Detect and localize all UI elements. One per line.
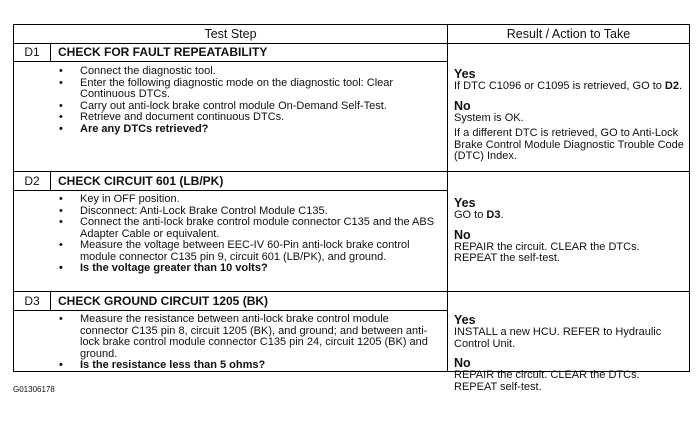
step-id: D1	[14, 43, 51, 61]
yes-label: Yes	[454, 196, 476, 210]
no-label: No	[454, 98, 471, 113]
no-action: REPAIR the circuit. CLEAR the DTCs. REPEAT self-test.	[454, 369, 640, 393]
no-action: REPAIR the circuit. CLEAR the DTCs. REPEAT the self-test.	[454, 240, 640, 264]
step-id: D3	[14, 292, 51, 310]
instruction-item: • Connect the diagnostic tool.	[14, 66, 447, 78]
no-action: System is OK.	[454, 111, 524, 124]
step-instructions	[14, 314, 447, 372]
result-column	[447, 43, 448, 171]
step-title: CHECK FOR FAULT REPEATABILITY	[58, 45, 268, 59]
step-title-row	[14, 43, 447, 62]
yes-label: Yes	[454, 313, 476, 327]
instruction-item: • Enter the following diagnostic mode on the diagnostic tool: Clear Continuous DTCs.	[14, 78, 447, 101]
no-label: No	[454, 227, 471, 242]
yes-label: Yes	[454, 67, 476, 81]
goto-step: D3	[486, 209, 501, 221]
yes-action: GO to D3.	[454, 209, 504, 221]
step-d1	[14, 43, 689, 172]
step-id: D2	[14, 172, 51, 190]
step-result	[454, 313, 685, 393]
step-result	[454, 196, 685, 265]
instruction-item: • Measure the voltage between EEC-IV 60-Pin anti-lock brake control module connector C135 pin 9, circuit 601 (LB/PK), and ground.	[14, 240, 447, 263]
result-column	[447, 172, 448, 291]
instruction-item: • Connect the anti-lock brake control module connector C135 and the ABS Adapter Cable or equivalent.	[14, 217, 447, 240]
step-d2	[14, 172, 689, 292]
yes-action: If DTC C1096 or C1095 is retrieved, GO to D2.	[454, 80, 683, 92]
step-title: CHECK CIRCUIT 601 (LB/PK)	[58, 174, 224, 188]
instruction-item: • Disconnect: Anti-Lock Brake Control Module C135.	[14, 206, 447, 218]
instruction-item: • Key in OFF position.	[14, 194, 447, 206]
step-question: • Are any DTCs retrieved?	[14, 124, 447, 136]
instruction-item: • Measure the resistance between anti-lock brake control module connector C135 pin 8, circuit 1205 (BK), and ground; and between anti-lock brake control module connector C135 pin 24, circuit 1205 (BK) and ground.	[14, 314, 447, 360]
instruction-item: • Carry out anti-lock brake control module On-Demand Self-Test.	[14, 101, 447, 113]
step-instructions	[14, 66, 447, 135]
header-test-step: Test Step	[14, 25, 448, 43]
step-question: • Is the voltage greater than 10 volts?	[14, 263, 447, 275]
no-label: No	[454, 356, 471, 370]
step-question: • Is the resistance less than 5 ohms?	[14, 360, 447, 372]
figure-id: G01306178	[13, 385, 55, 394]
result-column	[447, 292, 448, 372]
no-extra-action: If a different DTC is retrieved, GO to Anti-Lock Brake Control Module Diagnostic Trouble Code (DTC) Index.	[454, 127, 684, 162]
step-title: CHECK GROUND CIRCUIT 1205 (BK)	[58, 294, 269, 308]
step-instructions	[14, 194, 447, 275]
table-header	[14, 25, 689, 44]
header-result: Result / Action to Take	[506, 27, 631, 41]
step-title-row	[14, 292, 447, 311]
step-title-row	[14, 172, 447, 191]
instruction-item: • Retrieve and document continuous DTCs.	[14, 112, 447, 124]
yes-action: INSTALL a new HCU. REFER to Hydraulic Control Unit.	[454, 326, 662, 350]
goto-step: D2	[664, 80, 679, 92]
step-result	[454, 67, 685, 163]
